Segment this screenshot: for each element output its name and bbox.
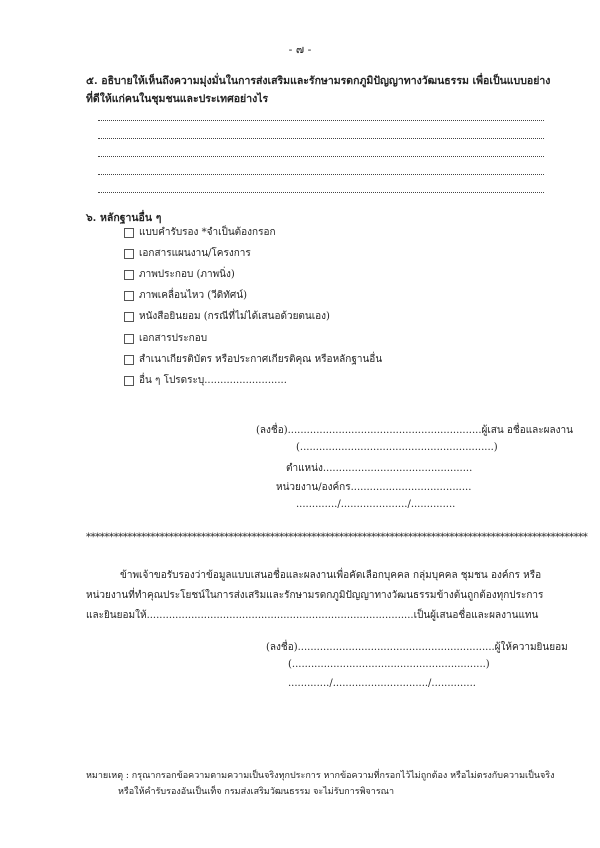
answer-line-4[interactable] [98,174,544,175]
nominator-date-field[interactable]: ............./...................../.............. [296,499,456,510]
footnote [86,768,554,800]
section5-heading: ๕. อธิบายให้เห็นถึงความมุ่งมั่นในการส่งเสริมและรักษามรดกภูมิปัญญาทางวัฒนธรรม เพื่อเป็นแบบอย่างที่ดีให้แก่คนในชุมชนและประเทศอย่างไร [86,75,551,105]
separator-line: ************************************************************************************************************* [86,532,588,543]
checkbox[interactable] [124,355,134,365]
nominator-name-field[interactable]: (.............................................................) [296,442,498,453]
evidence-item-supporting-docs[interactable] [124,331,207,346]
evidence-label: หนังสือยินยอม (กรณีที่ไม่ได้เสนอด้วยตนเอง) [139,311,330,322]
nominator-position-field[interactable]: ตำแหน่ง............................................... [286,463,473,474]
evidence-label: ภาพประกอบ (ภาพนิ่ง) [139,269,235,280]
evidence-item-project-docs[interactable] [124,246,251,261]
checkbox[interactable] [124,334,134,344]
evidence-label: สำเนาเกียรติบัตร หรือประกาศเกียรติคุณ หรือหลักฐานอื่น [139,354,383,365]
evidence-item-video[interactable] [124,288,247,303]
evidence-item-certificates[interactable] [124,352,382,367]
checkbox[interactable] [124,312,134,322]
answer-line-1[interactable] [98,120,544,121]
certification-paragraph: ข้าพเจ้าขอรับรองว่าข้อมูลแบบเสนอชื่อและผลงานเพื่อคัดเลือกบุคคล กลุ่มบุคคล ชุมชน องค์กร หรือหน่วยงานที่ทำคุณประโยชน์ในการส่งเสริมและรักษามรดกภูมิปัญญาทางวัฒนธรรมข้างต้นถูกต้องทุกประการ และยินยอมให้....................................................................................เป็นผู้เสนอชื่อและผลงานแทน [86,570,544,621]
evidence-label: อื่น ๆ โปรดระบุ.......................... [139,375,287,386]
page-number: - ๗ - [288,43,312,56]
evidence-label: แบบคำรับรอง *จำเป็นต้องกรอก [139,227,276,238]
evidence-label: เอกสารแผนงาน/โครงการ [139,248,251,259]
nominator-signature-field[interactable]: (ลงชื่อ).............................................................ผู้เสน อชื่อและผลงาน [256,425,573,436]
checkbox[interactable] [124,249,134,259]
evidence-item-consent-letter[interactable] [124,309,330,324]
checkbox[interactable] [124,291,134,301]
consenter-name-field[interactable]: (.............................................................) [288,659,490,670]
evidence-item-endorsement[interactable] [124,225,276,240]
nominator-organization-field[interactable]: หน่วยงาน/องค์กร...................................... [276,482,472,493]
consenter-signature-field[interactable]: (ลงชื่อ)..............................................................ผู้ให้ความยินยอม [266,642,568,653]
consenter-date-field[interactable]: ............./............................../.............. [288,678,476,689]
evidence-item-still-images[interactable] [124,267,235,282]
checkbox[interactable] [124,376,134,386]
answer-line-3[interactable] [98,156,544,157]
checkbox[interactable] [124,270,134,280]
evidence-label: เอกสารประกอบ [139,333,208,344]
evidence-item-other[interactable] [124,373,287,388]
answer-line-2[interactable] [98,138,544,139]
checkbox[interactable] [124,228,134,238]
answer-line-5[interactable] [98,192,544,193]
footnote-line-2: หรือให้คำรับรองอันเป็นเท็จ กรมส่งเสริมวัฒนธรรม จะไม่รับการพิจารณา [118,787,395,797]
footnote-line-1: หมายเหตุ : กรุณากรอกข้อความตามความเป็นจริงทุกประการ หากข้อความที่กรอกไว้ไม่ถูกต้อง หรือไม่ตรงกับความเป็นจริง [86,771,555,781]
evidence-label: ภาพเคลื่อนไหว (วีดิทัศน์) [139,290,247,301]
section6-heading: ๖. หลักฐานอื่น ๆ [86,212,162,224]
